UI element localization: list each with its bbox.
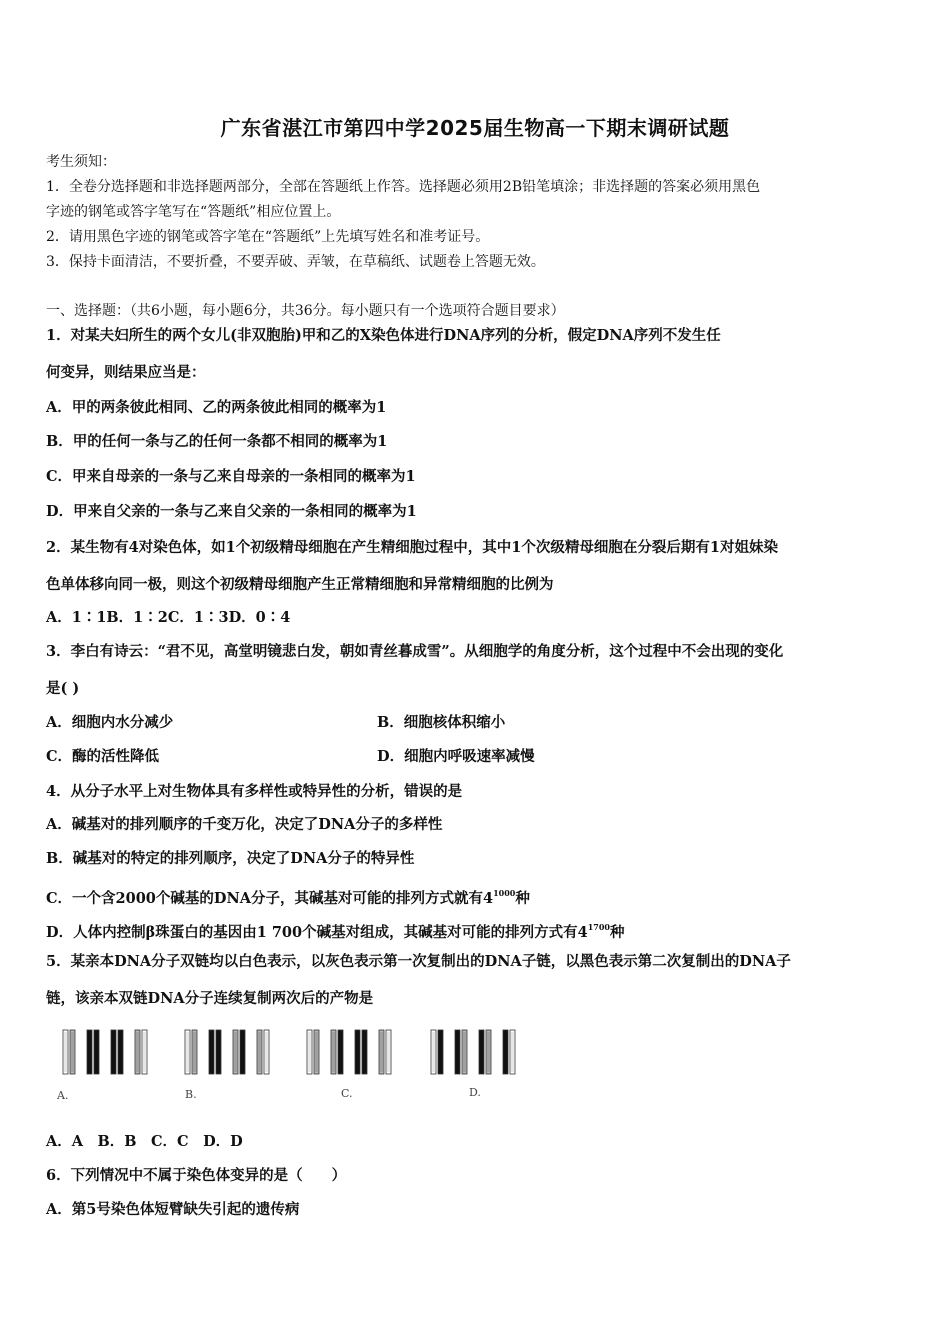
dna-strand [438,1030,443,1074]
dna-strand [338,1030,343,1074]
q4-option-d [46,917,624,943]
q1-stem-cont: 何变异，则结果应当是： [46,364,206,381]
q3-option-c: C．酶的活性降低 [46,748,160,765]
dna-strand [479,1030,484,1074]
q1-stem: 1．对某夫妇所生的两个女儿(非双胞胎)甲和乙的X染色体进行DNA序列的分析，假定DNA序列不发生任 [46,327,721,344]
figure-label-c: C. [341,1087,353,1100]
q1-option-d: D．甲来自父亲的一条与乙来自父亲的一条相同的概率为1 [46,503,417,520]
q6-stem: 6．下列情况中不属于染色体变异的是（ ） [46,1167,347,1184]
q4-option-b: B．碱基对的特定的排列顺序，决定了DNA分子的特异性 [46,850,415,867]
q1-option-c: C．甲来自母亲的一条与乙来自母亲的一条相同的概率为1 [46,468,416,485]
notice-heading: 考生须知： [46,154,116,170]
dna-strands-drawing [55,1026,535,1110]
notice-item-1-cont: 字迹的钢笔或答字笔写在“答题纸”相应位置上。 [46,204,341,220]
q3-option-b: B．细胞核体积缩小 [377,714,506,731]
figure-label-b: B. [185,1088,197,1101]
dna-strand [87,1030,92,1074]
q3-option-a: A．细胞内水分减少 [46,714,174,731]
q4-option-c-suffix: 种 [515,890,530,907]
figure-label-d: D. [469,1086,481,1099]
q3-option-d: D．细胞内呼吸速率减慢 [377,748,535,765]
dna-replication-figure [55,1026,535,1110]
q5-stem: 5．某亲本DNA分子双链均以白色表示，以灰色表示第一次复制出的DNA子链，以黑色表示第二次复制出的DNA子 [46,953,791,970]
q4-option-d-exponent: 1700 [587,922,610,932]
q3-stem: 3．李白有诗云：“君不见，高堂明镜悲白发，朝如青丝暮成雪”。从细胞学的角度分析，这个过程中不会出现的变化 [46,643,784,660]
q4-option-d-suffix: 种 [609,924,625,941]
q2-stem: 2．某生物有4对染色体，如1个初级精母细胞在产生精细胞过程中，其中1个次级精母细胞在分裂后期有1对姐妹染 [46,539,778,556]
dna-strand [111,1030,116,1074]
dna-strand [209,1030,214,1074]
q5-stem-cont: 链，该亲本双链DNA分子连续复制两次后的产物是 [46,990,374,1007]
q2-options: A．1∶1B．1∶2C．1∶3D．0∶4 [46,609,291,626]
dna-strand [216,1030,221,1074]
q1-option-b: B．甲的任何一条与乙的任何一条都不相同的概率为1 [46,433,388,450]
figure-label-a: A. [57,1089,69,1102]
dna-strand [94,1030,99,1074]
dna-strand [118,1030,123,1074]
page-title: 广东省湛江市第四中学2025届生物高一下期末调研试题 [220,116,730,140]
q5-options: A．A B．B C．C D．D [46,1133,243,1150]
q4-option-c-text: C．一个含2000个碱基的DNA分子，其碱基对可能的排列方式就有4 [46,890,494,907]
q2-stem-cont: 色单体移向同一极，则这个初级精母细胞产生正常精细胞和异常精细胞的比例为 [46,576,554,593]
q4-option-d-text: D．人体内控制β珠蛋白的基因由1 700个碱基对组成，其碱基对可能的排列方式有4 [46,924,588,941]
notice-item-2: 2．请用黑色字迹的钢笔或答字笔在“答题纸”上先填写姓名和准考证号。 [46,229,490,245]
q4-stem: 4．从分子水平上对生物体具有多样性或特异性的分析，错误的是 [46,783,463,800]
q3-stem-cont: 是( ) [46,680,80,697]
q4-option-c [46,883,530,909]
notice-item-1: 1．全卷分选择题和非选择题两部分，全部在答题纸上作答。选择题必须用2B铅笔填涂；非选择题的答案必须用黑色 [46,179,761,195]
notice-item-3: 3．保持卡面清洁，不要折叠，不要弄破、弄皱，在草稿纸、试题卷上答题无效。 [46,254,545,270]
dna-strand [240,1030,245,1074]
dna-strand [455,1030,460,1074]
section-heading: 一、选择题：（共6小题，每小题6分，共36分。每小题只有一个选项符合题目要求） [46,303,565,319]
dna-strand [362,1030,367,1074]
q4-option-c-exponent: 1000 [493,888,516,898]
q1-option-a: A．甲的两条彼此相同、乙的两条彼此相同的概率为1 [46,399,387,416]
q6-option-a: A．第5号染色体短臂缺失引起的遗传病 [46,1201,300,1218]
dna-strand [503,1030,508,1074]
q4-option-a: A．碱基对的排列顺序的千变万化，决定了DNA分子的多样性 [46,816,443,833]
dna-strand [355,1030,360,1074]
